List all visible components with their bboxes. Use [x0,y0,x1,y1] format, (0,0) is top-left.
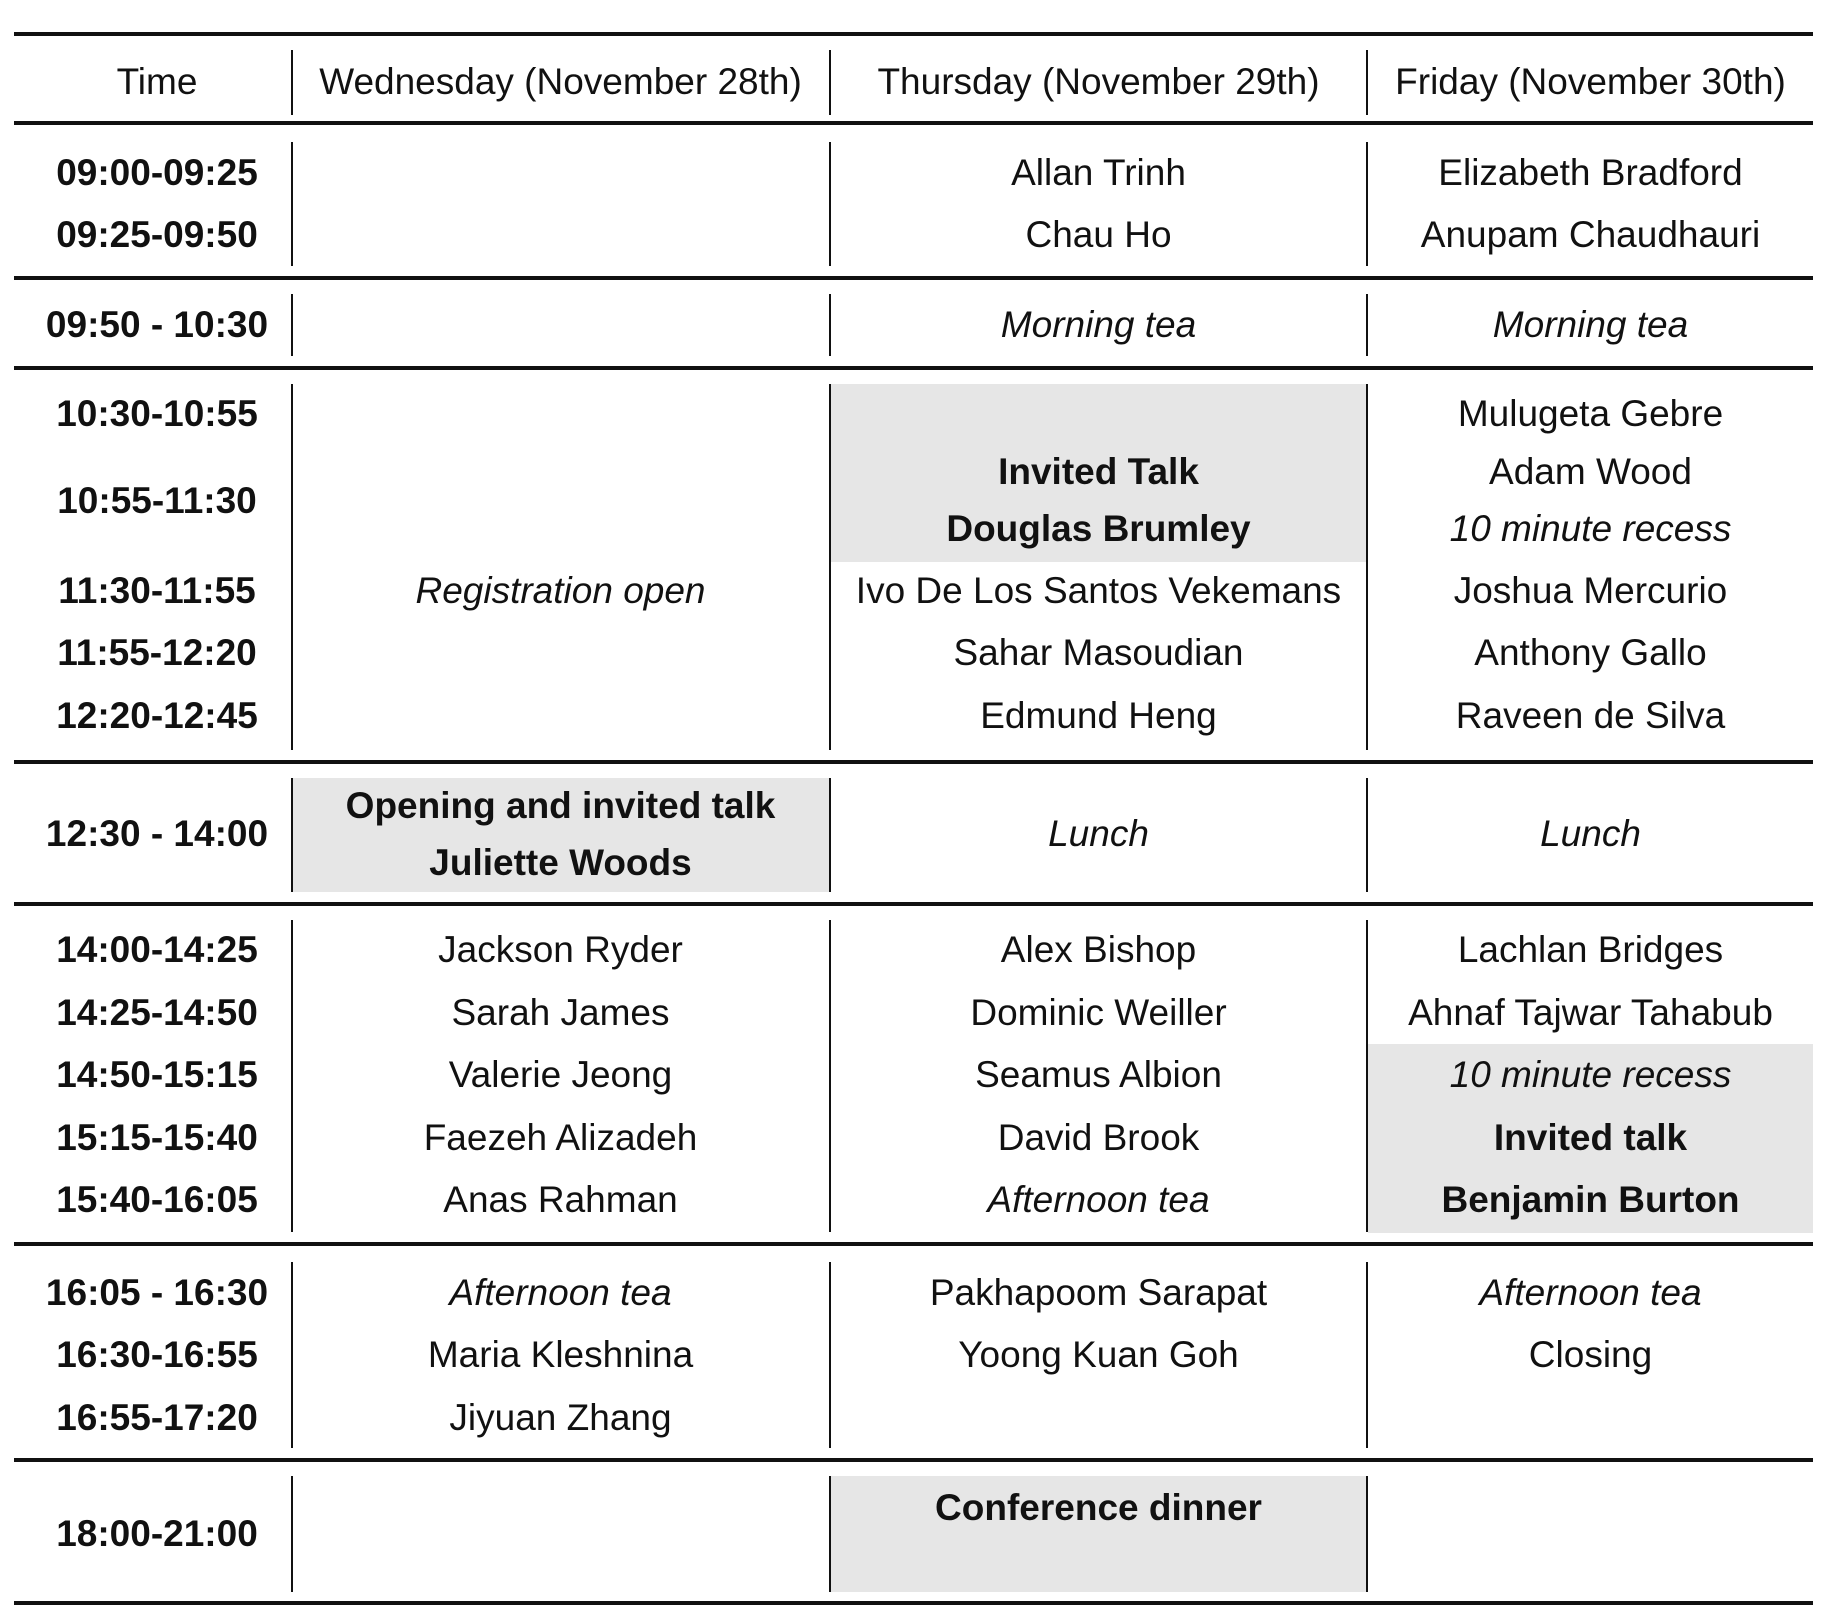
speaker-name: Valerie Jeong [448,1054,673,1095]
speaker-name: Dominic Weiller [970,992,1227,1033]
speaker-name: Jackson Ryder [438,929,683,970]
speaker-name: Anupam Chaudhauri [1420,214,1761,255]
time-slot: 16:55-17:20 [56,1397,258,1438]
rule-top [14,32,1813,36]
rule-1 [14,276,1813,280]
recess-label: 10 minute recess [1449,1054,1732,1095]
speaker-name: Raveen de Silva [1455,695,1726,736]
conference-dinner-label: Conference dinner [935,1487,1262,1528]
header-wednesday: Wednesday (November 28th) [319,61,802,102]
time-slot: 16:05 - 16:30 [45,1272,269,1313]
registration-label: Registration open [415,570,706,611]
speaker-name: Adam Wood [1489,451,1692,492]
time-slot: 14:50-15:15 [56,1054,258,1095]
time-slot: 18:00-21:00 [56,1513,258,1554]
speaker-name: Yoong Kuan Goh [958,1334,1239,1375]
rule-4 [14,902,1813,906]
time-slot: 14:25-14:50 [56,992,258,1033]
time-slot: 12:30 - 14:00 [45,813,269,854]
speaker-name: Ivo De Los Santos Vekemans [855,570,1342,611]
invited-speaker: Benjamin Burton [1441,1179,1740,1220]
time-slot: 09:00-09:25 [56,152,258,193]
time-slot: 12:20-12:45 [56,695,258,736]
time-slot: 09:50 - 10:30 [45,304,269,345]
time-slot: 11:30-11:55 [58,570,256,611]
break-label: Morning tea [1492,304,1689,345]
break-label: Afternoon tea [987,1179,1210,1220]
speaker-name: Mulugeta Gebre [1457,393,1724,434]
time-slot: 14:00-14:25 [56,929,258,970]
speaker-name: Chau Ho [1025,214,1172,255]
time-slot: 15:15-15:40 [56,1117,258,1158]
recess-label: 10 minute recess [1449,508,1732,549]
time-slot: 11:55-12:20 [57,632,257,673]
invited-speaker: Douglas Brumley [946,508,1251,549]
speaker-name: Anas Rahman [443,1179,678,1220]
rule-bottom [14,1601,1813,1605]
speaker-name: Joshua Mercurio [1453,570,1728,611]
speaker-name: Maria Kleshnina [427,1334,694,1375]
speaker-name: Alex Bishop [1000,929,1197,970]
opening-talk-label: Opening and invited talk [345,785,776,826]
header-time: Time [116,61,198,102]
break-label: Lunch [1540,813,1641,854]
break-label: Afternoon tea [449,1272,672,1313]
rule-5 [14,1242,1813,1246]
time-slot: 10:55-11:30 [57,480,257,521]
speaker-name: Jiyuan Zhang [449,1397,672,1438]
rule-6 [14,1458,1813,1462]
time-slot: 09:25-09:50 [56,214,258,255]
time-slot: 15:40-16:05 [56,1179,258,1220]
speaker-name: Sarah James [451,992,670,1033]
speaker-name: Pakhapoom Sarapat [929,1272,1268,1313]
divider [1366,1476,1368,1592]
opening-speaker: Juliette Woods [429,842,692,883]
invited-talk-label: Invited talk [1493,1117,1688,1158]
speaker-name: Seamus Albion [975,1054,1222,1095]
speaker-name: Elizabeth Bradford [1438,152,1743,193]
break-label: Morning tea [1000,304,1197,345]
speaker-name: Lachlan Bridges [1457,929,1724,970]
speaker-name: Anthony Gallo [1474,632,1707,673]
speaker-name: David Brook [997,1117,1200,1158]
speaker-name: Allan Trinh [1011,152,1186,193]
header-friday: Friday (November 30th) [1395,61,1786,102]
speaker-name: Edmund Heng [980,695,1217,736]
rule-3 [14,760,1813,764]
speaker-name: Ahnaf Tajwar Tahabub [1408,992,1773,1033]
speaker-name: Faezeh Alizadeh [423,1117,698,1158]
speaker-name: Sahar Masoudian [953,632,1244,673]
break-label: Afternoon tea [1479,1272,1702,1313]
break-label: Lunch [1048,813,1149,854]
header-thursday: Thursday (November 29th) [877,61,1320,102]
closing-label: Closing [1528,1334,1653,1375]
time-slot: 10:30-10:55 [56,393,258,434]
invited-talk-label: Invited Talk [998,451,1199,492]
rule-2 [14,366,1813,370]
time-slot: 16:30-16:55 [56,1334,258,1375]
rule-header [14,121,1813,125]
